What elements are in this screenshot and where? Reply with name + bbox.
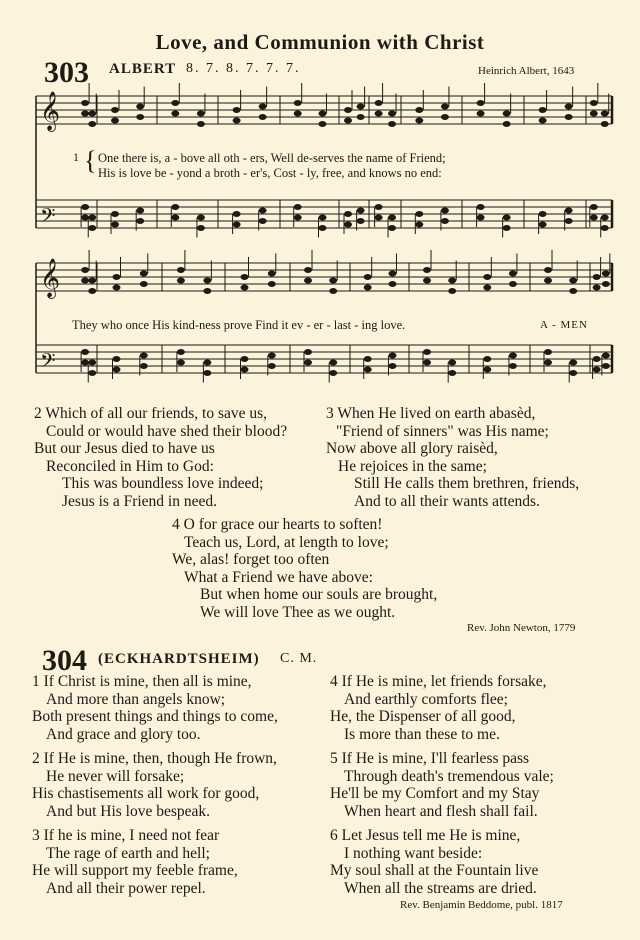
- hymn-304-author: Rev. Benjamin Beddome, publ. 1817: [400, 899, 563, 911]
- hymn-304-tune: (ECKHARDTSHEIM): [98, 651, 260, 667]
- note-head: [602, 353, 610, 359]
- note-head: [415, 222, 423, 228]
- hymn-303-composer: Heinrich Albert, 1643: [478, 65, 575, 77]
- note-head: [441, 104, 449, 110]
- note-head: [569, 370, 577, 376]
- note-head: [388, 353, 396, 359]
- note-head: [318, 215, 326, 221]
- note-head: [388, 271, 396, 277]
- note-head: [241, 274, 249, 280]
- note-head: [88, 360, 96, 366]
- hymn-304-meter: C. M.: [280, 651, 318, 666]
- hymn-303-stanza-3: 3 When He lived on earth abasèd, "Friend of sinners" was His name; Now above all glory raisèd, He rejoices in the same; Still He calls them brethren, friends, And to all their wants attends.: [326, 405, 580, 510]
- note-head: [601, 121, 609, 127]
- note-head: [113, 367, 121, 373]
- note-head: [233, 211, 241, 217]
- hymn-304-stanza-1: 1 If Christ is mine, then all is mine, And more than angels know; Both present things and things to come, And grace and glory too.: [32, 673, 278, 743]
- verse-marker: 1: [73, 150, 79, 164]
- note-head: [448, 360, 456, 366]
- note-head: [81, 111, 89, 117]
- note-head: [509, 353, 517, 359]
- note-head: [483, 356, 491, 362]
- note-head: [197, 215, 205, 221]
- note-head: [364, 274, 372, 280]
- note-head: [441, 218, 449, 224]
- amen-label: A - MEN: [540, 319, 588, 331]
- note-head: [448, 278, 456, 284]
- note-head: [509, 281, 517, 287]
- note-head: [233, 107, 241, 113]
- note-head: [565, 218, 573, 224]
- note-head: [140, 271, 148, 277]
- note-head: [601, 111, 609, 117]
- hymn-303-stanza-4: 4 O for grace our hearts to soften! Teach us, Lord, at length to love; We, alas! forget too often What a Friend we have above: But when home our souls are brought, We will love Thee as we ought.: [172, 516, 438, 621]
- note-head: [357, 208, 365, 214]
- note-head: [503, 225, 511, 231]
- note-head: [357, 104, 365, 110]
- note-head: [136, 104, 144, 110]
- note-head: [294, 215, 302, 221]
- note-head: [259, 114, 267, 120]
- note-head: [388, 215, 396, 221]
- note-head: [197, 225, 205, 231]
- note-head: [388, 281, 396, 287]
- note-head: [241, 285, 249, 291]
- note-head: [601, 225, 609, 231]
- note-head: [602, 281, 610, 287]
- note-head: [233, 118, 241, 124]
- note-head: [171, 100, 179, 106]
- hymn-304-stanza-4: 4 If He is mine, let friends forsake, And earthly comforts flee; He, the Dispenser of all good, Is more than these to me.: [330, 673, 547, 743]
- note-head: [81, 267, 89, 273]
- note-head: [140, 363, 148, 369]
- music-score: [0, 0, 640, 400]
- note-head: [113, 274, 121, 280]
- note-head: [539, 107, 547, 113]
- note-head: [441, 208, 449, 214]
- note-head: [268, 281, 276, 287]
- note-head: [329, 370, 337, 376]
- note-head: [483, 274, 491, 280]
- note-head: [601, 215, 609, 221]
- note-head: [388, 225, 396, 231]
- note-head: [503, 121, 511, 127]
- note-head: [364, 285, 372, 291]
- note-head: [241, 356, 249, 362]
- note-head: [544, 360, 552, 366]
- note-head: [136, 114, 144, 120]
- note-head: [569, 288, 577, 294]
- note-head: [423, 349, 431, 355]
- note-head: [415, 211, 423, 217]
- note-head: [477, 111, 485, 117]
- note-head: [375, 111, 383, 117]
- note-head: [375, 215, 383, 221]
- note-head: [344, 211, 352, 217]
- note-head: [294, 204, 302, 210]
- hymn-303-stanza-2: 2 Which of all our friends, to save us, Could or would have shed their blood? But our Jesus died to have us Reconciled in Him to God: This was boundless love indeed; Jesus is a Friend in need.: [34, 405, 288, 510]
- note-head: [602, 271, 610, 277]
- note-head: [509, 271, 517, 277]
- note-head: [593, 274, 601, 280]
- note-head: [344, 107, 352, 113]
- note-head: [88, 111, 96, 117]
- note-head: [602, 363, 610, 369]
- note-head: [544, 267, 552, 273]
- note-head: [140, 281, 148, 287]
- note-head: [171, 111, 179, 117]
- note-head: [177, 278, 185, 284]
- hymn-303-tune: ALBERT: [109, 61, 177, 77]
- note-head: [503, 215, 511, 221]
- note-head: [241, 367, 249, 373]
- hymn-304-stanza-3: 3 If he is mine, I need not fear The rage of earth and hell; He will support my feeble frame, And all their power repel.: [32, 827, 238, 897]
- note-head: [318, 111, 326, 117]
- note-head: [539, 211, 547, 217]
- note-head: [590, 111, 598, 117]
- note-head: [590, 204, 598, 210]
- note-head: [81, 278, 89, 284]
- note-head: [503, 111, 511, 117]
- note-head: [88, 215, 96, 221]
- note-head: [259, 218, 267, 224]
- note-head: [448, 288, 456, 294]
- note-head: [441, 114, 449, 120]
- note-head: [590, 100, 598, 106]
- note-head: [111, 118, 119, 124]
- note-head: [268, 271, 276, 277]
- note-head: [259, 208, 267, 214]
- note-head: [477, 204, 485, 210]
- note-head: [203, 278, 211, 284]
- note-head: [140, 353, 148, 359]
- note-head: [259, 104, 267, 110]
- note-head: [268, 353, 276, 359]
- note-head: [171, 204, 179, 210]
- note-head: [88, 288, 96, 294]
- note-head: [388, 363, 396, 369]
- hymn-303-number: 303: [44, 56, 89, 89]
- treble-clef-icon: 𝄞: [40, 258, 61, 298]
- hymn-304-number: 304: [42, 644, 87, 677]
- note-head: [477, 215, 485, 221]
- note-head: [539, 222, 547, 228]
- note-head: [329, 288, 337, 294]
- note-head: [268, 363, 276, 369]
- note-head: [388, 111, 396, 117]
- bass-clef-icon: 𝄢: [40, 204, 56, 232]
- note-head: [203, 288, 211, 294]
- note-head: [318, 121, 326, 127]
- note-head: [88, 370, 96, 376]
- lyric-line-2: His is love be - yond a broth - er's, Cost - ly, free, and knows no end:: [98, 166, 442, 180]
- hymn-303-meter: 8. 7. 8. 7. 7. 7.: [186, 61, 301, 76]
- note-head: [364, 367, 372, 373]
- note-head: [177, 360, 185, 366]
- note-head: [233, 222, 241, 228]
- note-head: [509, 363, 517, 369]
- note-head: [590, 215, 598, 221]
- note-head: [375, 204, 383, 210]
- note-head: [357, 114, 365, 120]
- note-head: [294, 111, 302, 117]
- note-head: [388, 121, 396, 127]
- note-head: [318, 225, 326, 231]
- note-head: [81, 204, 89, 210]
- note-head: [111, 222, 119, 228]
- note-head: [81, 349, 89, 355]
- note-head: [423, 360, 431, 366]
- note-head: [415, 107, 423, 113]
- note-head: [565, 208, 573, 214]
- lyric-brace: {: [84, 146, 97, 175]
- note-head: [113, 356, 121, 362]
- bass-clef-icon: 𝄢: [40, 349, 56, 377]
- note-head: [81, 100, 89, 106]
- note-head: [136, 208, 144, 214]
- note-head: [539, 118, 547, 124]
- note-head: [423, 267, 431, 273]
- note-head: [569, 278, 577, 284]
- note-head: [593, 356, 601, 362]
- note-head: [304, 349, 312, 355]
- note-head: [88, 278, 96, 284]
- note-head: [304, 278, 312, 284]
- note-head: [593, 285, 601, 291]
- note-head: [88, 121, 96, 127]
- treble-clef-icon: 𝄞: [40, 91, 61, 131]
- lyric-line-1: One there is, a - bove all oth - ers, Well de-serves the name of Friend;: [98, 151, 446, 165]
- note-head: [565, 104, 573, 110]
- note-head: [415, 118, 423, 124]
- note-head: [203, 360, 211, 366]
- note-head: [177, 349, 185, 355]
- note-head: [569, 360, 577, 366]
- note-head: [88, 225, 96, 231]
- note-head: [136, 218, 144, 224]
- note-head: [423, 278, 431, 284]
- note-head: [364, 356, 372, 362]
- note-head: [329, 278, 337, 284]
- note-head: [203, 370, 211, 376]
- note-head: [329, 360, 337, 366]
- note-head: [448, 370, 456, 376]
- hymn-304-stanza-2: 2 If He is mine, then, though He frown, He never will forsake; His chastisements all work for good, And but His love bespeak.: [32, 750, 277, 820]
- note-head: [171, 215, 179, 221]
- note-head: [304, 360, 312, 366]
- note-head: [111, 211, 119, 217]
- note-head: [544, 278, 552, 284]
- hymn-304-stanza-5: 5 If He is mine, I'll fearless pass Through death's tremendous vale; He'll be my Comfort and my Stay When heart and flesh shall fail.: [330, 750, 554, 820]
- note-head: [593, 367, 601, 373]
- note-head: [294, 100, 302, 106]
- note-head: [111, 107, 119, 113]
- lyric-line-3: They who once His kind-ness prove Find it ev - er - last - ing love.: [72, 318, 406, 332]
- note-head: [304, 267, 312, 273]
- note-head: [197, 111, 205, 117]
- hymn-303-author: Rev. John Newton, 1779: [467, 622, 576, 634]
- note-head: [197, 121, 205, 127]
- note-head: [177, 267, 185, 273]
- note-head: [483, 367, 491, 373]
- section-title: Love, and Communion with Christ: [155, 30, 485, 54]
- note-head: [344, 222, 352, 228]
- note-head: [357, 218, 365, 224]
- note-head: [477, 100, 485, 106]
- note-head: [544, 349, 552, 355]
- note-head: [483, 285, 491, 291]
- note-head: [344, 118, 352, 124]
- hymn-304-stanza-6: 6 Let Jesus tell me He is mine, I nothing want beside: My soul shall at the Fountain live When all the streams are dried.: [330, 827, 539, 897]
- note-head: [113, 285, 121, 291]
- note-head: [375, 100, 383, 106]
- note-head: [565, 114, 573, 120]
